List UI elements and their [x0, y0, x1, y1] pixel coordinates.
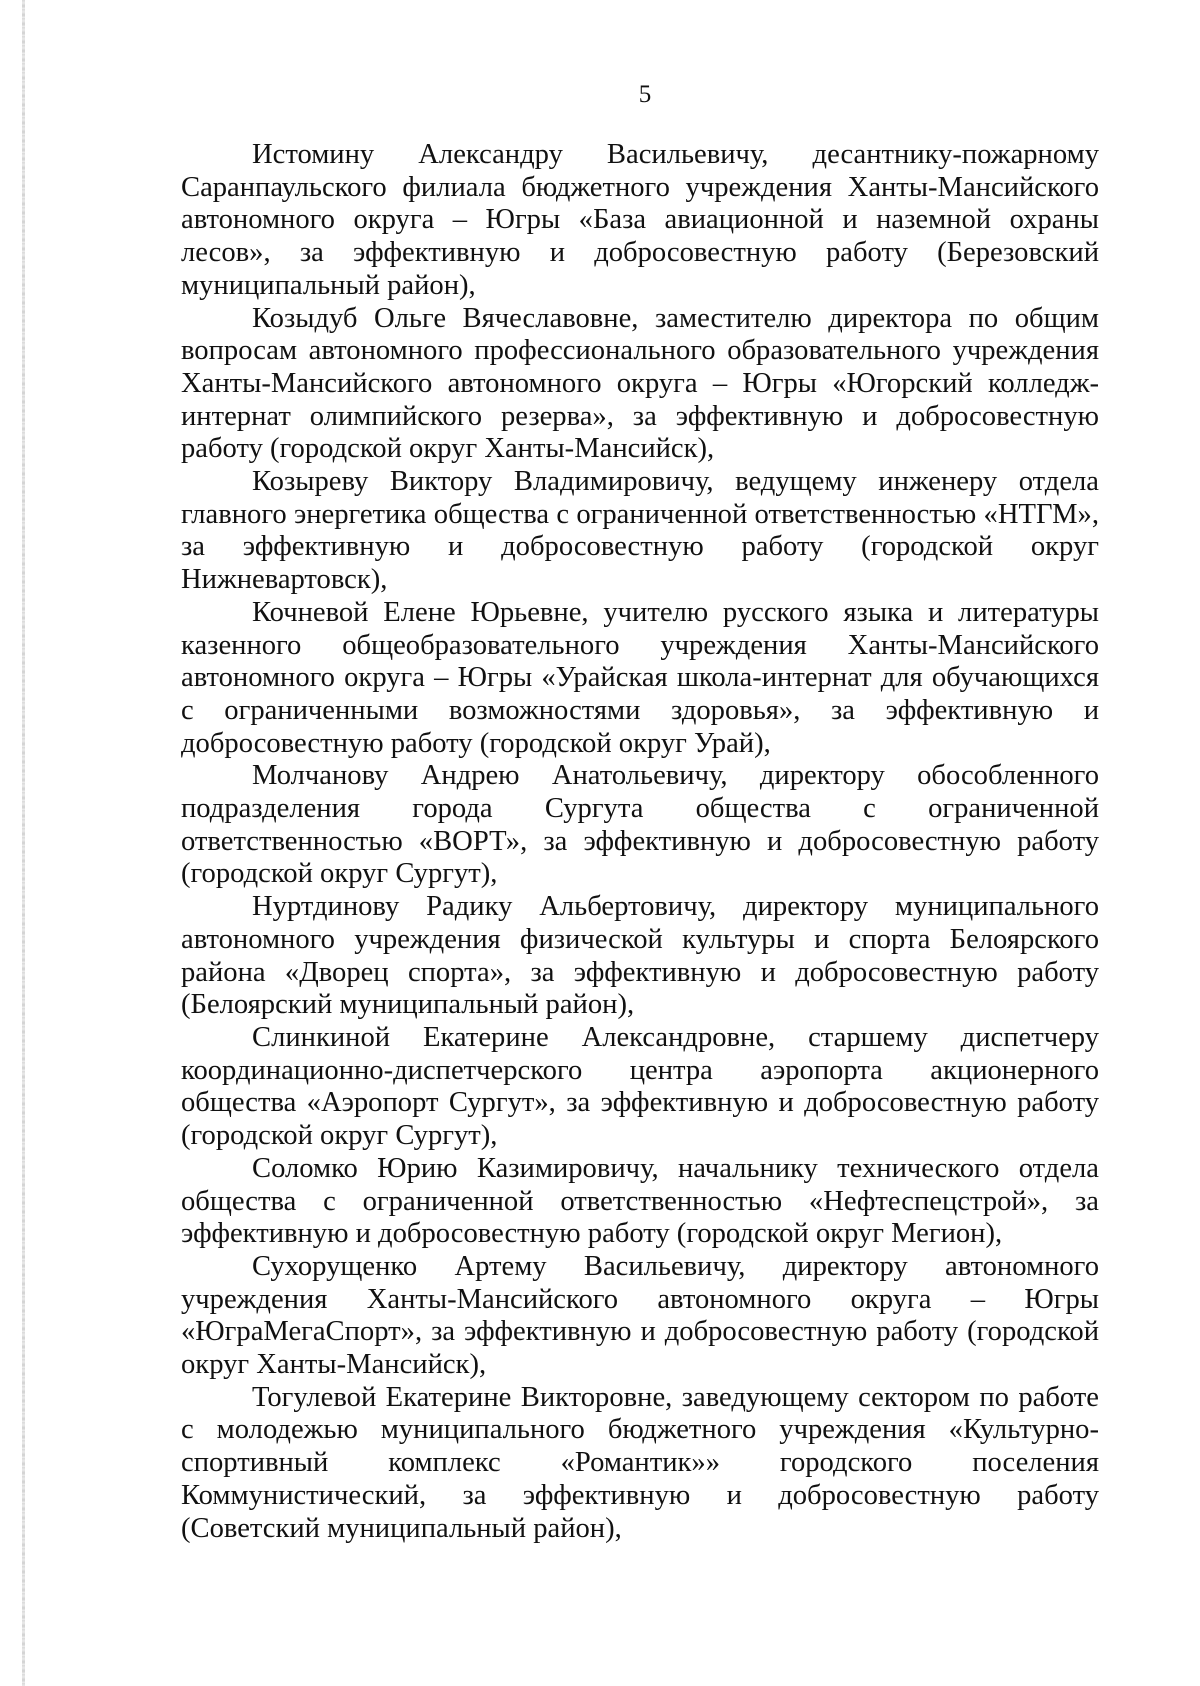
- document-body: [181, 139, 1099, 1545]
- award-entry-kozydub: Козыдуб Ольге Вячеславовне, заместителю директора по общим вопросам автономного профессионального образовательного учреждения Ханты-Мансийского автономного округа – Югры «Югорский колледж-интернат олимпийского резерва», за эффективную и добросовестную работу (городской округ Ханты-Мансийск),: [181, 302, 1099, 465]
- page-number: 5: [638, 81, 652, 108]
- award-entry-togulеva: Тогулевой Екатерине Викторовне, заведующему сектором по работе с молодежью муниципального бюджетного учреждения «Культурно-спортивный комплекс «Романтик»» городского поселения Коммунистический, за эффективную и добросовестную работу (Советский муниципальный район),: [181, 1381, 1099, 1544]
- award-entry-kozyrev: Козыреву Виктору Владимировичу, ведущему инженеру отдела главного энергетика общества с ограниченной ответственностью «НТГМ», за эффективную и добросовестную работу (городской округ Нижневартовск),: [181, 466, 1099, 596]
- award-entry-istomin: Истомину Александру Васильевичу, десантнику-пожарному Саранпаульского филиала бюджетного учреждения Ханты-Мансийского автономного округа – Югры «База авиационной и наземной охраны лесов», за эффективную и добросовестную работу (Березовский муниципальный район),: [181, 139, 1099, 301]
- award-entry-molchanov: Молчанову Андрею Анатольевичу, директору обособленного подразделения города Сургута общества с ограниченной ответственностью «ВОРТ», за эффективную и добросовестную работу (городской округ Сургут),: [181, 760, 1099, 890]
- award-entry-kochneva: Кочневой Елене Юрьевне, учителю русского языка и литературы казенного общеобразовательного учреждения Ханты-Мансийского автономного округа – Югры «Урайская школа-интернат для обучающихся с ограниченными возможностями здоровья», за эффективную и добросовестную работу (городской округ Урай),: [181, 596, 1099, 759]
- scan-edge: [22, 0, 25, 1686]
- award-entry-sukhorushchenko: Сухорущенко Артему Васильевичу, директору автономного учреждения Ханты-Мансийского автономного округа – Югры «ЮграМегаСпорт», за эффективную и добросовестную работу (городской округ Ханты-Мансийск),: [181, 1250, 1099, 1381]
- award-entry-slinkina: Слинкиной Екатерине Александровне, старшему диспетчеру координационно-диспетчерского центра аэропорта акционерного общества «Аэропорт Сургут», за эффективную и добросовестную работу (городской округ Сургут),: [181, 1021, 1099, 1152]
- award-entry-solomko: Соломко Юрию Казимировичу, начальнику технического отдела общества с ограниченной ответственностью «Нефтеспецстрой», за эффективную и добросовестную работу (городской округ Мегион),: [181, 1152, 1099, 1250]
- award-entry-nurtdinov: Нуртдинову Радику Альбертовичу, директору муниципального автономного учреждения физической культуры и спорта Белоярского района «Дворец спорта», за эффективную и добросовестную работу (Белоярский муниципальный район),: [181, 891, 1099, 1021]
